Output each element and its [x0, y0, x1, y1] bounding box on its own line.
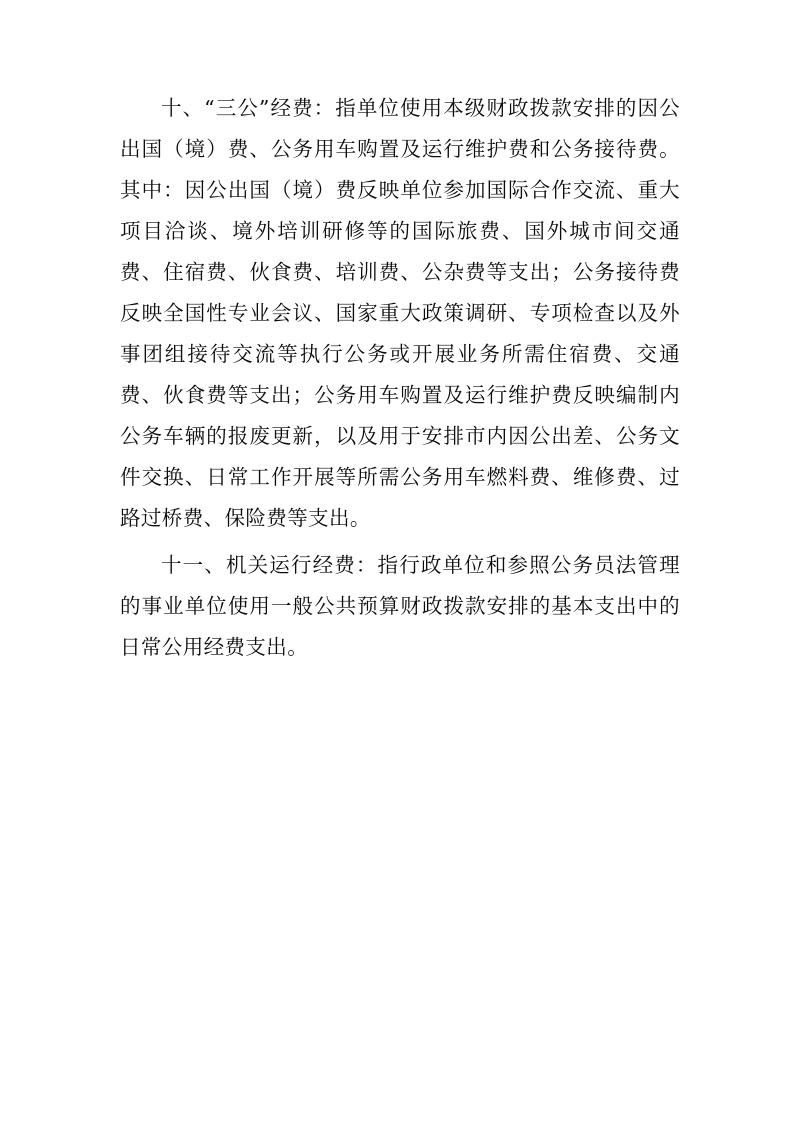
document-body: [120, 88, 680, 668]
paragraph-eleven: 十一、机关运行经费：指行政单位和参照公务员法管理的事业单位使用一般公共预算财政拨款安排的基本支出中的日常公用经费支出。: [120, 553, 680, 659]
paragraph-ten: 十、“三公”经费：指单位使用本级财政拨款安排的因公出国（境）费、公务用车购置及运行维护费和公务接待费。其中：因公出国（境）费反映单位参加国际合作交流、重大项目洽谈、境外培训研修等的国际旅费、国外城市间交通费、住宿费、伙食费、培训费、公杂费等支出；公务接待费反映全国性专业会议、国家重大政策调研、专项检查以及外事团组接待交流等执行公务或开展业务所需住宿费、交通费、伙食费等支出；公务用车购置及运行维护费反映编制内公务车辆的报废更新，以及用于安排市内因公出差、公务文件交换、日常工作开展等所需公务用车燃料费、维修费、过路过桥费、保险费等支出。: [120, 96, 680, 530]
